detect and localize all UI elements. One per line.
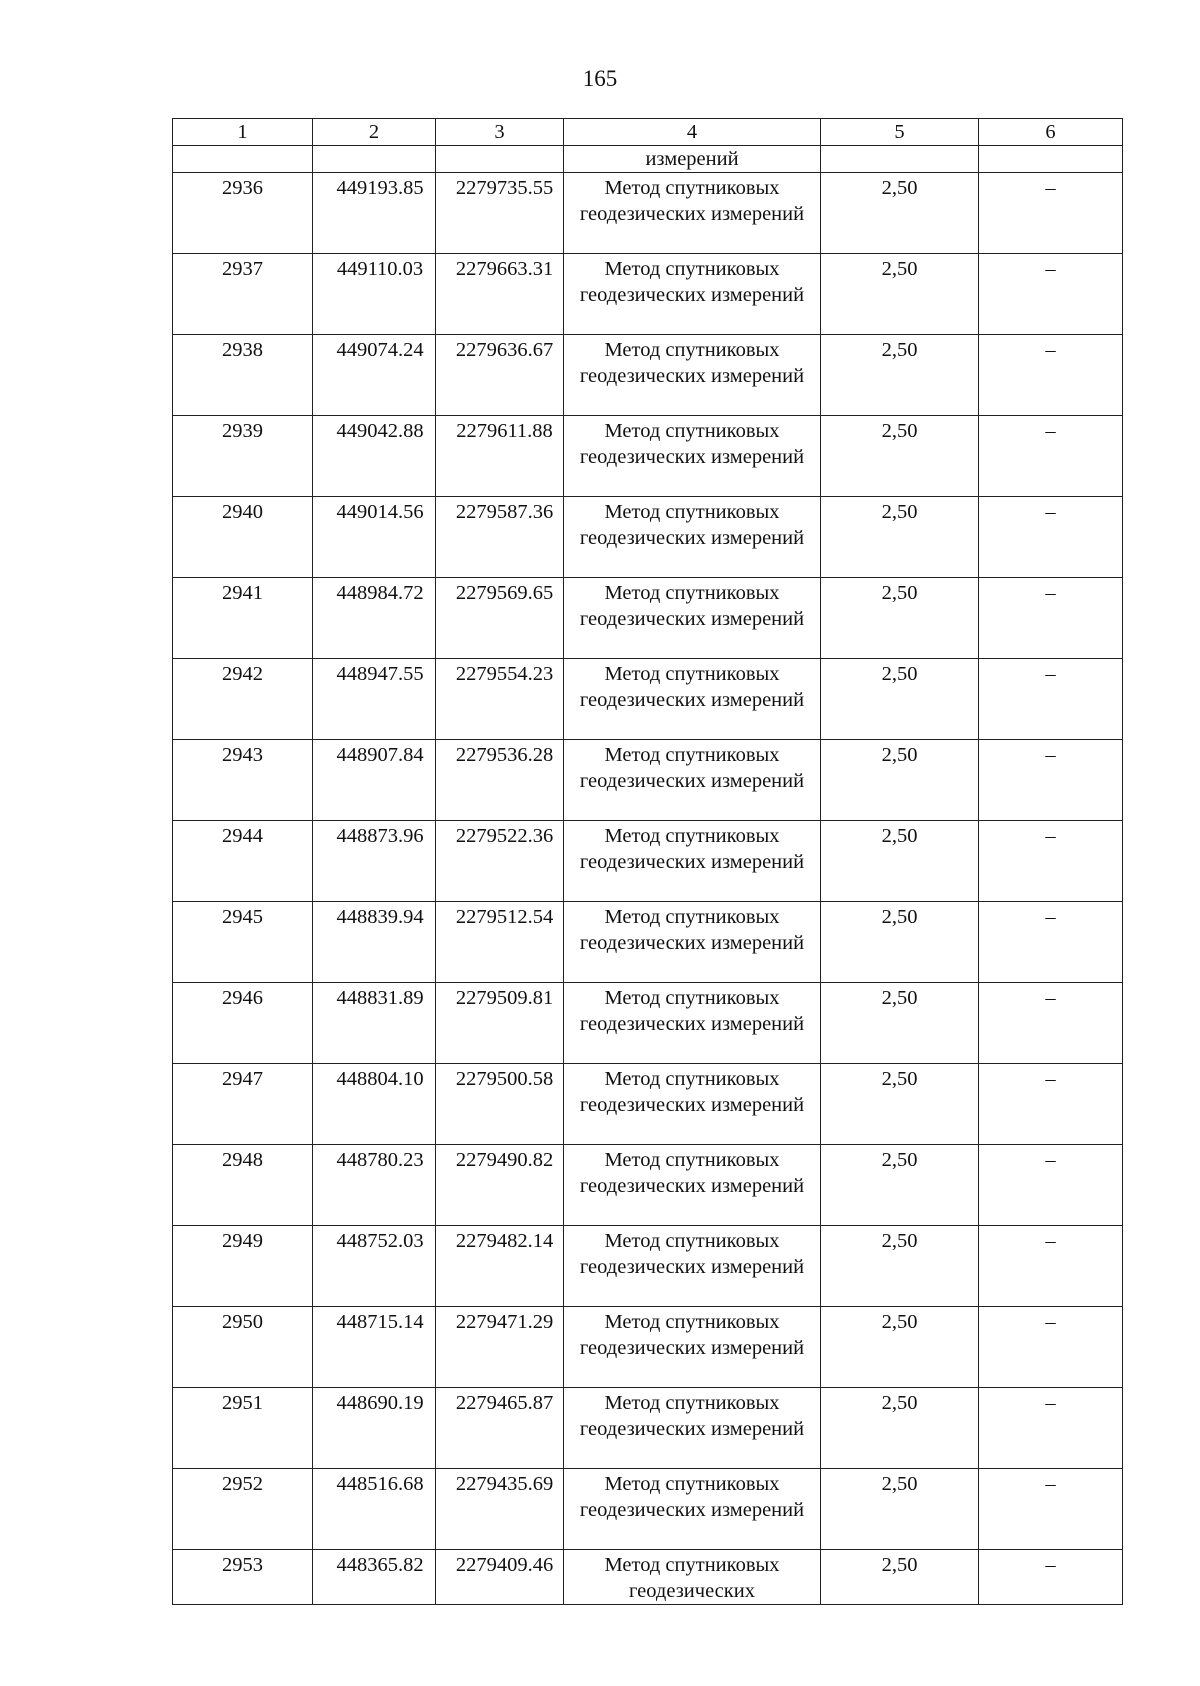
note-cell: – [979, 1226, 1123, 1307]
table-row [173, 1550, 1123, 1605]
note-cell: – [979, 983, 1123, 1064]
y-coordinate-cell: 2279522.36 [436, 821, 564, 902]
accuracy-cell: 2,50 [821, 1550, 979, 1605]
point-number-cell: 2944 [173, 821, 313, 902]
y-coordinate-cell: 2279611.88 [436, 416, 564, 497]
table-row [173, 254, 1123, 335]
method-cell: Метод спутниковых геодезических измерений [564, 1226, 821, 1307]
note-cell: – [979, 740, 1123, 821]
accuracy-cell: 2,50 [821, 1388, 979, 1469]
point-number-cell: 2947 [173, 1064, 313, 1145]
x-coordinate-cell: 448831.89 [313, 983, 436, 1064]
table-row [173, 1145, 1123, 1226]
method-cell: измерений [564, 146, 821, 173]
x-coordinate-cell: 449074.24 [313, 335, 436, 416]
method-cell: Метод спутниковых геодезических измерений [564, 173, 821, 254]
point-number-cell: 2946 [173, 983, 313, 1064]
note-cell: – [979, 821, 1123, 902]
accuracy-cell: 2,50 [821, 983, 979, 1064]
method-cell: Метод спутниковых геодезических измерений [564, 740, 821, 821]
y-coordinate-cell: 2279409.46 [436, 1550, 564, 1605]
table-row [173, 740, 1123, 821]
method-cell: Метод спутниковых геодезических измерений [564, 1145, 821, 1226]
table-row [173, 983, 1123, 1064]
point-number-cell: 2951 [173, 1388, 313, 1469]
x-coordinate-cell: 449110.03 [313, 254, 436, 335]
x-coordinate-cell: 448690.19 [313, 1388, 436, 1469]
accuracy-cell: 2,50 [821, 1226, 979, 1307]
coordinates-table [172, 118, 1123, 1605]
x-coordinate-cell: 448804.10 [313, 1064, 436, 1145]
point-number-cell: 2939 [173, 416, 313, 497]
header-row [173, 119, 1123, 146]
table-row [173, 335, 1123, 416]
table-row [173, 1226, 1123, 1307]
note-cell: – [979, 1550, 1123, 1605]
method-cell: Метод спутниковых геодезических измерений [564, 1469, 821, 1550]
note-cell: – [979, 1064, 1123, 1145]
method-cell: Метод спутниковых геодезических измерений [564, 1064, 821, 1145]
y-coordinate-cell: 2279500.58 [436, 1064, 564, 1145]
x-coordinate-cell: 448365.82 [313, 1550, 436, 1605]
accuracy-cell: 2,50 [821, 1145, 979, 1226]
note-cell: – [979, 1145, 1123, 1226]
header-cell: 1 [173, 119, 313, 146]
x-coordinate-cell: 448873.96 [313, 821, 436, 902]
empty-cell [436, 146, 564, 173]
note-cell: – [979, 497, 1123, 578]
y-coordinate-cell: 2279490.82 [436, 1145, 564, 1226]
table-row [173, 1307, 1123, 1388]
point-number-cell: 2942 [173, 659, 313, 740]
x-coordinate-cell: 448780.23 [313, 1145, 436, 1226]
header-cell: 3 [436, 119, 564, 146]
y-coordinate-cell: 2279512.54 [436, 902, 564, 983]
accuracy-cell: 2,50 [821, 173, 979, 254]
empty-cell [173, 146, 313, 173]
x-coordinate-cell: 449042.88 [313, 416, 436, 497]
note-cell: – [979, 659, 1123, 740]
table-row [173, 1064, 1123, 1145]
y-coordinate-cell: 2279465.87 [436, 1388, 564, 1469]
note-cell: – [979, 173, 1123, 254]
x-coordinate-cell: 448947.55 [313, 659, 436, 740]
point-number-cell: 2940 [173, 497, 313, 578]
x-coordinate-cell: 448984.72 [313, 578, 436, 659]
point-number-cell: 2941 [173, 578, 313, 659]
y-coordinate-cell: 2279435.69 [436, 1469, 564, 1550]
point-number-cell: 2938 [173, 335, 313, 416]
method-cell: Метод спутниковых геодезических измерений [564, 1307, 821, 1388]
y-coordinate-cell: 2279735.55 [436, 173, 564, 254]
y-coordinate-cell: 2279569.65 [436, 578, 564, 659]
point-number-cell: 2952 [173, 1469, 313, 1550]
accuracy-cell: 2,50 [821, 821, 979, 902]
empty-cell [313, 146, 436, 173]
x-coordinate-cell: 449193.85 [313, 173, 436, 254]
method-cell: Метод спутниковых геодезических измерений [564, 659, 821, 740]
y-coordinate-cell: 2279536.28 [436, 740, 564, 821]
accuracy-cell: 2,50 [821, 1307, 979, 1388]
y-coordinate-cell: 2279587.36 [436, 497, 564, 578]
note-cell: – [979, 335, 1123, 416]
method-cell: Метод спутниковых геодезических [564, 1550, 821, 1605]
accuracy-cell: 2,50 [821, 659, 979, 740]
table-row [173, 578, 1123, 659]
accuracy-cell: 2,50 [821, 902, 979, 983]
y-coordinate-cell: 2279482.14 [436, 1226, 564, 1307]
x-coordinate-cell: 448516.68 [313, 1469, 436, 1550]
empty-cell [979, 146, 1123, 173]
note-cell: – [979, 416, 1123, 497]
point-number-cell: 2948 [173, 1145, 313, 1226]
accuracy-cell: 2,50 [821, 1064, 979, 1145]
point-number-cell: 2943 [173, 740, 313, 821]
header-cell: 6 [979, 119, 1123, 146]
accuracy-cell: 2,50 [821, 1469, 979, 1550]
header-cell: 4 [564, 119, 821, 146]
accuracy-cell: 2,50 [821, 740, 979, 821]
point-number-cell: 2950 [173, 1307, 313, 1388]
point-number-cell: 2937 [173, 254, 313, 335]
y-coordinate-cell: 2279509.81 [436, 983, 564, 1064]
point-number-cell: 2945 [173, 902, 313, 983]
y-coordinate-cell: 2279471.29 [436, 1307, 564, 1388]
table-row [173, 1388, 1123, 1469]
point-number-cell: 2949 [173, 1226, 313, 1307]
header-cell: 5 [821, 119, 979, 146]
continuation-row [173, 146, 1123, 173]
method-cell: Метод спутниковых геодезических измерений [564, 497, 821, 578]
accuracy-cell: 2,50 [821, 254, 979, 335]
accuracy-cell: 2,50 [821, 578, 979, 659]
note-cell: – [979, 1469, 1123, 1550]
empty-cell [821, 146, 979, 173]
x-coordinate-cell: 448839.94 [313, 902, 436, 983]
note-cell: – [979, 902, 1123, 983]
note-cell: – [979, 1307, 1123, 1388]
point-number-cell: 2936 [173, 173, 313, 254]
table-row [173, 1469, 1123, 1550]
header-cell: 2 [313, 119, 436, 146]
x-coordinate-cell: 449014.56 [313, 497, 436, 578]
method-cell: Метод спутниковых геодезических измерений [564, 335, 821, 416]
accuracy-cell: 2,50 [821, 416, 979, 497]
note-cell: – [979, 578, 1123, 659]
y-coordinate-cell: 2279663.31 [436, 254, 564, 335]
method-cell: Метод спутниковых геодезических измерений [564, 983, 821, 1064]
x-coordinate-cell: 448907.84 [313, 740, 436, 821]
table-row [173, 416, 1123, 497]
accuracy-cell: 2,50 [821, 335, 979, 416]
x-coordinate-cell: 448752.03 [313, 1226, 436, 1307]
method-cell: Метод спутниковых геодезических измерений [564, 254, 821, 335]
page-number: 165 [582, 66, 618, 91]
point-number-cell: 2953 [173, 1550, 313, 1605]
table-row [173, 497, 1123, 578]
x-coordinate-cell: 448715.14 [313, 1307, 436, 1388]
y-coordinate-cell: 2279554.23 [436, 659, 564, 740]
table-row [173, 902, 1123, 983]
table-row [173, 659, 1123, 740]
note-cell: – [979, 1388, 1123, 1469]
accuracy-cell: 2,50 [821, 497, 979, 578]
method-cell: Метод спутниковых геодезических измерений [564, 1388, 821, 1469]
method-cell: Метод спутниковых геодезических измерений [564, 578, 821, 659]
table-row [173, 821, 1123, 902]
method-cell: Метод спутниковых геодезических измерений [564, 902, 821, 983]
y-coordinate-cell: 2279636.67 [436, 335, 564, 416]
method-cell: Метод спутниковых геодезических измерений [564, 821, 821, 902]
note-cell: – [979, 254, 1123, 335]
method-cell: Метод спутниковых геодезических измерений [564, 416, 821, 497]
table-row [173, 173, 1123, 254]
